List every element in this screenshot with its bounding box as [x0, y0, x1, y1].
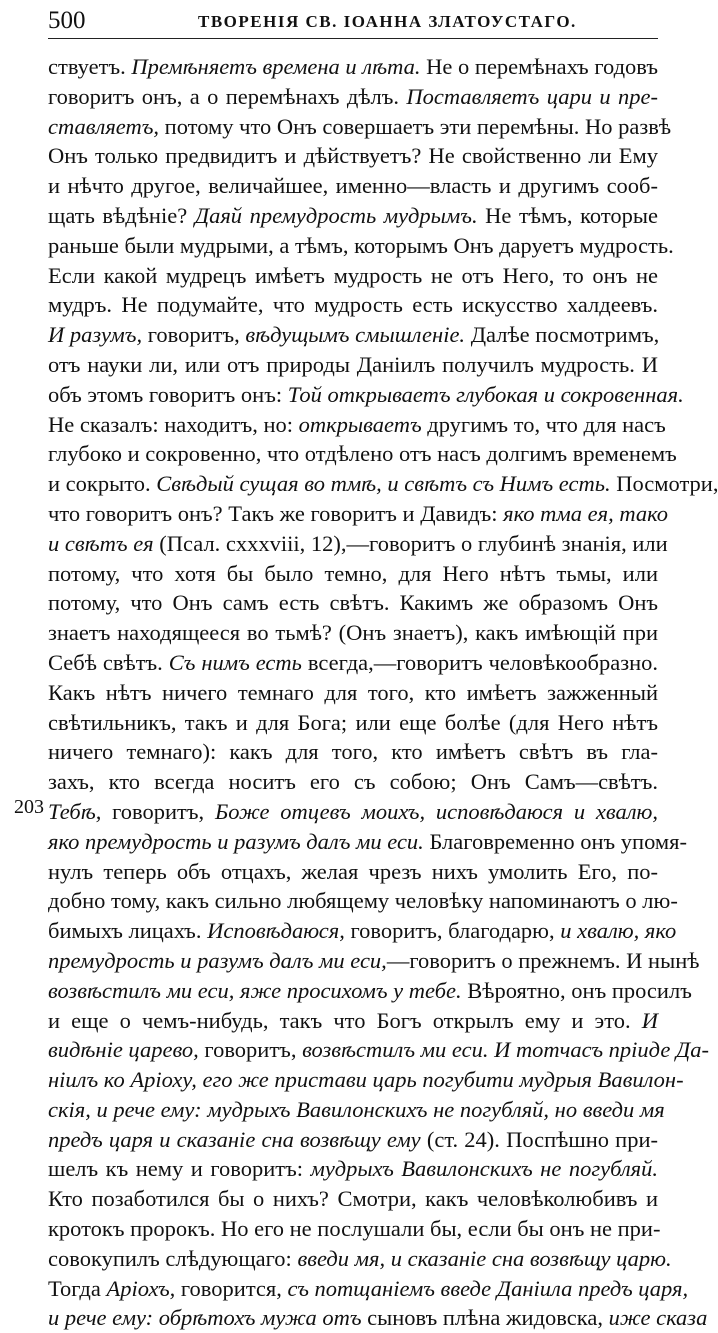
header-rule: [48, 38, 658, 39]
text-line: [48, 827, 687, 857]
text-run: знаетъ находящееся во тьмѣ? (Онъ знаетъ), какъ имѣющій при: [48, 620, 658, 646]
text-line: [48, 767, 658, 797]
text-run: Благовременно онъ упомя-: [423, 828, 687, 854]
text-line: [48, 708, 658, 738]
text-run: и нѣчто другое, величайшее, именно—власть и другимъ сооб-: [48, 173, 658, 199]
italic-quote: видѣніе царево,: [48, 1037, 199, 1063]
text-line: [48, 1214, 661, 1244]
text-run: и сокрыто.: [48, 471, 157, 497]
text-run: нулъ теперь объ отцахъ, желая чрезъ нихъ умолить Его, по-: [48, 858, 658, 884]
text-line: [48, 916, 677, 946]
text-line: [48, 1244, 672, 1274]
text-run: говоритъ,: [142, 322, 246, 348]
text-line: [48, 886, 678, 916]
italic-quote: введи мя, и сказаніе сна возвѣщу царю.: [297, 1245, 672, 1271]
text-line: [48, 648, 658, 678]
italic-quote: Съ нимъ есть: [168, 649, 302, 675]
text-run: Далѣе посмотримъ,: [465, 322, 660, 348]
text-line: [48, 857, 658, 887]
italic-quote: яко премудрость и разумъ далъ ми еси.: [48, 828, 424, 854]
text-line: [48, 261, 658, 291]
text-line: [48, 380, 684, 410]
italic-quote: и хвалю, яко: [560, 918, 677, 944]
italic-quote: вѣдущымъ смышленіе.: [245, 322, 466, 348]
text-line: [48, 946, 700, 976]
italic-quote: И: [641, 1007, 658, 1033]
running-title: ТВОРЕНІЯ СВ. ІОАННА ЗЛАТОУСТАГО.: [198, 12, 577, 31]
text-run: совокупилъ слѣдующаго:: [48, 1245, 298, 1271]
italic-quote: премудрость и разумъ далъ ми еси,: [48, 947, 387, 973]
text-line: [48, 231, 674, 261]
text-run: сыновъ плѣна жидовска,: [361, 1305, 609, 1331]
italic-quote: мудрыхъ Вавилонскихъ не погубляй.: [310, 1156, 658, 1182]
text-run: раньше были мудрыми, а тѣмъ, которымъ Онъ даруетъ мудрость.: [48, 232, 674, 258]
text-run: отъ науки ли, или отъ природы Даніилъ получилъ мудрость. И: [48, 351, 658, 377]
text-line: [48, 171, 658, 201]
text-run: шелъ къ нему и говоритъ:: [48, 1156, 311, 1182]
italic-quote: яко тма ея, тако: [503, 500, 669, 526]
italic-quote: и рече ему: обрѣтохъ мужа отъ: [48, 1305, 362, 1331]
text-line: [48, 410, 666, 440]
page-header: [48, 6, 658, 36]
text-line: [48, 559, 658, 589]
italic-quote: Боже отцевъ моихъ, исповѣдаюся и хвалю,: [214, 798, 659, 824]
italic-quote: предъ царя и сказаніе сна возвѣщу ему: [48, 1126, 421, 1152]
text-line: [48, 1274, 689, 1304]
text-line: [48, 1035, 709, 1065]
text-run: Вѣроятно, онъ просилъ: [461, 977, 692, 1003]
text-run: бимыхъ лицахъ.: [48, 918, 208, 944]
italic-quote: И разумъ,: [48, 322, 143, 348]
italic-quote: Исповѣдаюся,: [207, 918, 345, 944]
text-line: [48, 588, 658, 618]
italic-quote: Тебѣ,: [48, 798, 102, 824]
text-run: говоритъ, благодарю,: [344, 918, 561, 944]
text-line: [48, 529, 668, 559]
text-run: Онъ только предвидитъ и дѣйствуетъ? Не свойственно ли Ему: [48, 143, 658, 169]
text-line: [48, 1184, 658, 1214]
text-run: объ этомъ говоритъ онъ:: [48, 381, 288, 407]
text-run: кротокъ пророкъ. Но его не послушали бы, если бы онъ не при-: [48, 1216, 661, 1242]
text-run: говоритъ,: [101, 798, 215, 824]
text-run: говоритъ,: [198, 1037, 303, 1063]
text-run: Себѣ свѣтъ.: [48, 649, 169, 675]
text-line: [48, 439, 677, 469]
text-run: Не о перемѣнахъ годовъ: [420, 54, 658, 79]
italic-quote: ставляетъ,: [48, 113, 160, 139]
text-line: [48, 797, 658, 827]
text-run: и еще о чемъ-нибудь, такъ что Богъ открылъ ему и это.: [48, 1007, 642, 1033]
text-line: [48, 82, 658, 112]
body-text: [48, 52, 718, 1333]
italic-quote: Премѣняетъ времена и лѣта.: [131, 54, 421, 79]
text-run: свѣтильникъ, такъ и для Бога; или еще болѣе (для Него нѣтъ: [48, 709, 658, 735]
text-line: [48, 141, 658, 171]
text-line: [48, 1095, 665, 1125]
italic-quote: и свѣтъ ея: [48, 530, 154, 556]
italic-quote: Свѣдый сущая во тмѣ, и свѣтъ съ Нимъ есть.: [156, 471, 611, 497]
text-line: [48, 976, 692, 1006]
text-line: [48, 1303, 708, 1333]
text-line: [48, 320, 658, 350]
italic-quote: скія, и рече ему: мудрыхъ Вавилонскихъ не погубляй, но введи мя: [48, 1096, 665, 1122]
text-line: [48, 1006, 658, 1036]
text-run: Кто позаботился бы о нихъ? Смотри, какъ человѣколюбивъ и: [48, 1186, 658, 1212]
italic-quote: Даяй премудрость мудрымъ.: [194, 202, 478, 228]
text-run: ничего темнаго): какъ для того, кто имѣетъ свѣтъ въ гла-: [48, 739, 658, 765]
margin-page-reference: 203: [14, 796, 44, 818]
text-line: [48, 350, 658, 380]
text-line: [48, 1154, 658, 1184]
italic-quote: Той открываетъ глубокая и сокровенная.: [287, 381, 684, 407]
text-run: другимъ то, что для насъ: [421, 411, 666, 437]
text-run: глубоко и сокровенно, что отдѣлено отъ насъ долгимъ временемъ: [48, 441, 677, 467]
text-line: [48, 737, 658, 767]
text-run: захъ, кто всегда носитъ его съ собою; Онъ Самъ—свѣтъ.: [48, 769, 658, 795]
text-run: всегда,—говоритъ человѣкообразно.: [301, 649, 658, 675]
text-line: [48, 1125, 658, 1155]
text-run: (Псал. cxxxviii, 12),—говоритъ о глубинѣ знанія, или: [153, 530, 668, 556]
text-run: Какъ нѣтъ ничего темнаго для того, кто имѣетъ зажженный: [48, 679, 658, 705]
text-run: (ст. 24). Поспѣшно при-: [420, 1126, 659, 1152]
italic-quote: возвѣстилъ ми еси. И тотчасъ пріиде Да-: [302, 1037, 709, 1063]
text-line: [48, 290, 658, 320]
text-run: Если какой мудрецъ имѣетъ мудрость не отъ Него, то онъ не: [48, 262, 658, 288]
text-run: говорится,: [175, 1275, 288, 1301]
text-run: Посмотри,: [610, 471, 718, 497]
text-run: потому, что хотя бы было темно, для Него нѣтъ тьмы, или: [48, 560, 658, 586]
italic-quote: Поставляетъ цари и пре-: [406, 83, 658, 109]
text-run: мудръ. Не подумайте, что мудрость есть искусство халдеевъ.: [48, 292, 658, 318]
text-line: [48, 1065, 684, 1095]
italic-quote: съ потщаніемъ введе Даніила предъ царя,: [287, 1275, 689, 1301]
text-line: [48, 499, 669, 529]
text-run: что говоритъ онъ? Такъ же говоритъ и Давидъ:: [48, 500, 504, 526]
text-run: говоритъ онъ, а о перемѣнахъ дѣлъ.: [48, 83, 407, 109]
text-line: [48, 52, 658, 82]
text-line: [48, 112, 672, 142]
text-line: [48, 678, 658, 708]
text-run: потому что Онъ совершаетъ эти перемѣны. Но развѣ: [159, 113, 672, 139]
text-run: Не сказалъ: находитъ, но:: [48, 411, 299, 437]
italic-quote: возвѣстилъ ми еси, яже просихомъ у тебе.: [48, 977, 462, 1003]
text-line: [48, 469, 718, 499]
text-run: Тогда: [48, 1275, 107, 1301]
text-run: —говоритъ о прежнемъ. И нынѣ: [386, 947, 700, 973]
italic-quote: открываетъ: [298, 411, 422, 437]
text-run: Не тѣмъ, которые: [477, 202, 658, 228]
text-line: [48, 201, 658, 231]
text-run: ствуетъ.: [48, 54, 132, 79]
italic-quote: иже сказа: [608, 1305, 708, 1331]
page-number: 500: [48, 7, 86, 34]
text-line: [48, 618, 658, 648]
text-run: щать вѣдѣніе?: [48, 202, 195, 228]
text-run: добно тому, какъ сильно любящему человѣку напоминаютъ о лю-: [48, 888, 678, 914]
italic-quote: ніилъ ко Аріоху, его же пристави царь погубити мудрыя Вавилон-: [48, 1067, 684, 1093]
text-run: потому, что Онъ самъ есть свѣтъ. Какимъ же образомъ Онъ: [48, 590, 658, 616]
italic-quote: Аріохъ,: [106, 1275, 176, 1301]
